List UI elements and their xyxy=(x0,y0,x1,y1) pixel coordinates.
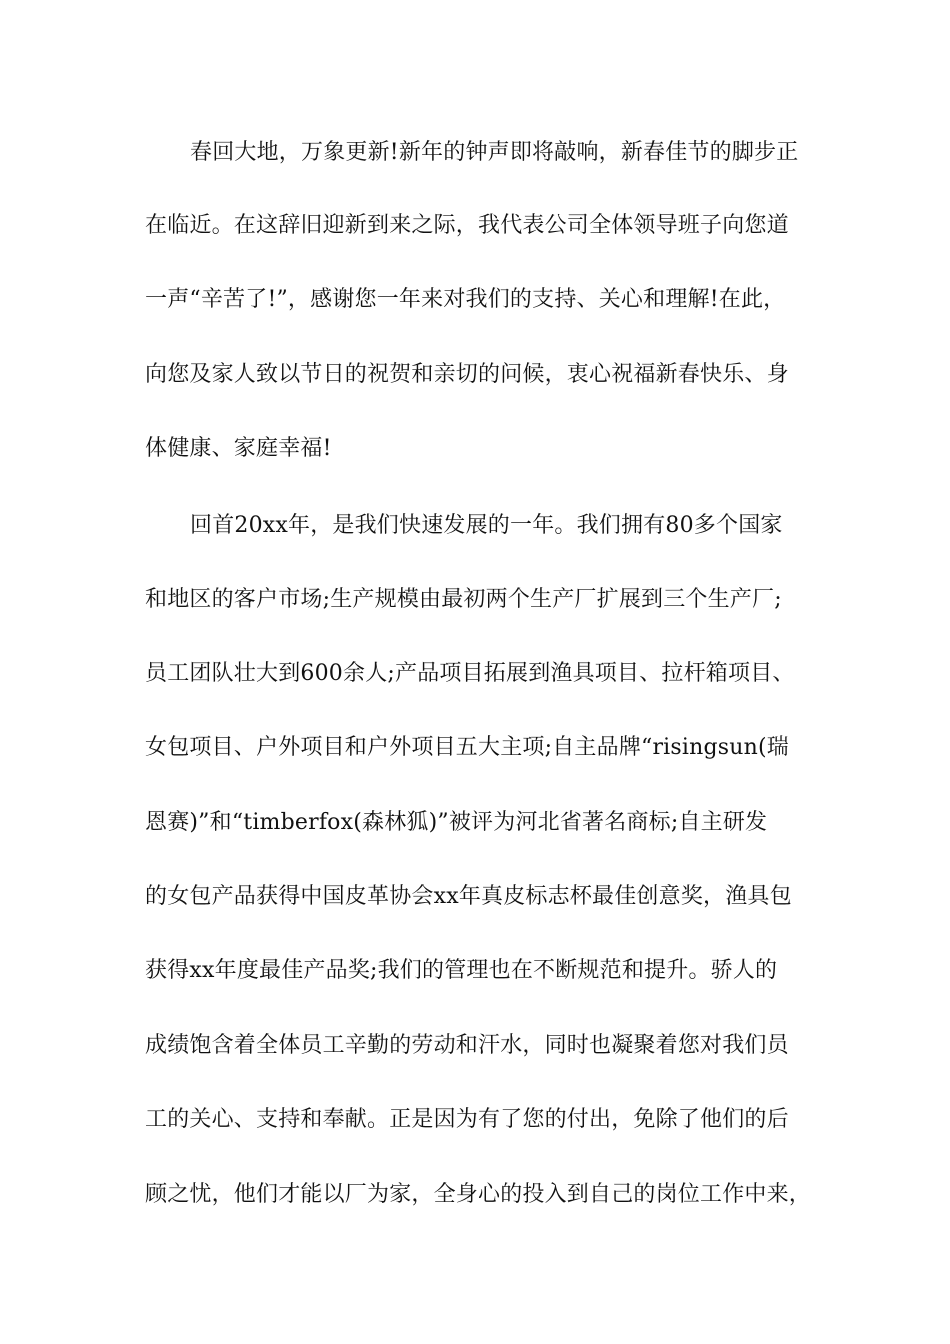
paragraph-1-line-3: 一声“辛苦了!”，感谢您一年来对我们的支持、关心和理解!在此， xyxy=(145,287,786,312)
paragraph-2-line-6: 的女包产品获得中国皮革协会xx年真皮标志杯最佳创意奖，渔具包 xyxy=(145,884,792,909)
paragraph-1-line-4: 向您及家人致以节日的祝贺和亲切的问候，衷心祝福新春快乐、身 xyxy=(145,362,789,387)
paragraph-2-line-2: 和地区的客户市场;生产规模由最初两个生产厂扩展到三个生产厂; xyxy=(145,587,782,612)
paragraph-2-line-7: 获得xx年度最佳产品奖;我们的管理也在不断规范和提升。骄人的 xyxy=(145,958,778,983)
paragraph-2-line-9: 工的关心、支持和奉献。正是因为有了您的付出，免除了他们的后 xyxy=(145,1107,789,1132)
paragraph-2-line-4: 女包项目、户外项目和户外项目五大主项;自主品牌“risingsun(瑞 xyxy=(145,735,790,760)
paragraph-1-line-2: 在临近。在这辞旧迎新到来之际，我代表公司全体领导班子向您道 xyxy=(145,213,789,238)
paragraph-2-line-5: 恩赛)”和“timberfox(森林狐)”被评为河北省著名商标;自主研发 xyxy=(145,810,768,835)
paragraph-2-line-8: 成绩饱含着全体员工辛勤的劳动和汗水，同时也凝聚着您对我们员 xyxy=(145,1033,789,1058)
paragraph-2-line-3: 员工团队壮大到600余人;产品项目拓展到渔具项目、拉杆箱项目、 xyxy=(145,661,795,686)
paragraph-1-line-1: 春回大地，万象更新!新年的钟声即将敲响，新春佳节的脚步正 xyxy=(190,140,799,165)
paragraph-2-line-1: 回首20xx年，是我们快速发展的一年。我们拥有80多个国家 xyxy=(190,513,783,538)
paragraph-2-line-10: 顾之忧，他们才能以厂为家，全身心的投入到自己的岗位工作中来， xyxy=(145,1182,812,1207)
paragraph-1-line-5: 体健康、家庭幸福! xyxy=(145,436,332,461)
